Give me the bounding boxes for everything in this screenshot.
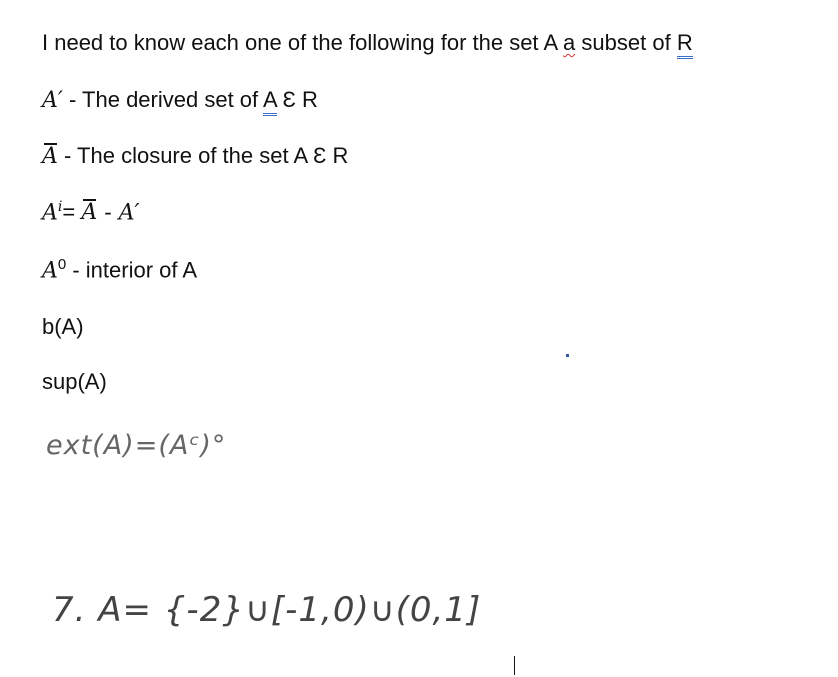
interior-label: - interior of A [66, 257, 198, 283]
question-middle: subset of [581, 30, 671, 55]
supremum-text: sup(A) [42, 369, 107, 394]
word-a-spellcheck[interactable]: a [563, 30, 576, 55]
item-isolated [42, 200, 140, 224]
item-derived-set [42, 89, 318, 112]
word-r-grammar[interactable]: R [677, 30, 693, 59]
item-interior [42, 257, 197, 282]
item-boundary [42, 316, 84, 338]
isolated-tail: - A′ [97, 200, 140, 226]
derived-rest: Ɛ R [276, 87, 318, 112]
text-cursor[interactable] [514, 656, 515, 675]
handwritten-problem-7: 7. A= {-2}∪[-1,0)∪(0,1] [52, 590, 482, 630]
boundary-text: b(A) [42, 314, 84, 339]
interior-symbol: A [42, 258, 58, 284]
question-prefix: I need to know each one of the following for the set A [42, 30, 557, 55]
closure-symbol: A [42, 144, 58, 169]
derived-label: - The derived set of [62, 87, 264, 112]
isolated-closure: A [81, 200, 98, 226]
item-closure [42, 145, 348, 168]
isolated-symbol: A [42, 200, 58, 226]
isolated-sup: i [57, 199, 63, 215]
derived-symbol: A′ [42, 88, 63, 113]
handwritten-exterior: ext(A)=(Aᶜ)° [46, 430, 227, 461]
item-supremum [42, 371, 107, 393]
question-line [42, 32, 693, 54]
derived-underlined[interactable]: A [263, 87, 276, 116]
stray-dot [566, 354, 569, 357]
interior-sup: 0 [57, 256, 67, 273]
closure-label: - The closure of the set A Ɛ R [57, 143, 349, 168]
isolated-eq: = [62, 199, 82, 225]
